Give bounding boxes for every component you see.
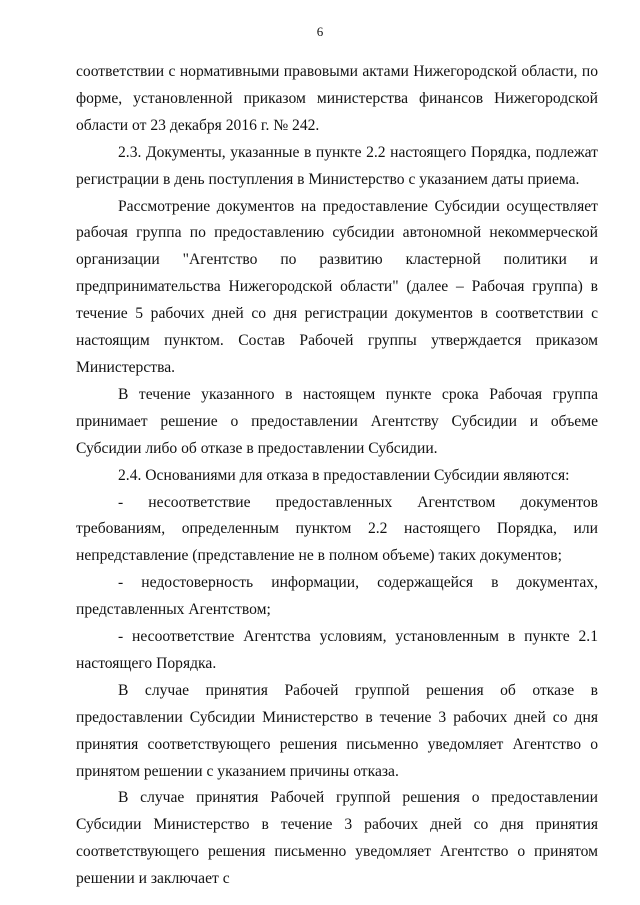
document-body: [76, 59, 598, 893]
list-item-unreliable-information: - недостоверность информации, содержащейся в документах, представленных Агентством;: [76, 574, 598, 619]
list-item-noncompliance-conditions: - несоответствие Агентства условиям, установленным в пункте 2.1 настоящего Порядка.: [76, 628, 598, 672]
paragraph-2-4: 2.4. Основаниями для отказа в предоставлении Субсидии являются:: [118, 466, 570, 484]
paragraph-decision: В течение указанного в настоящем пункте срока Рабочая группа принимает решение о предоставлении Агентству Субсидии и объеме Субсидии либо об отказе в предоставлении Субсидии.: [76, 385, 598, 457]
page-number: 6: [316, 24, 324, 39]
paragraph-working-group: Рассмотрение документов на предоставление Субсидии осуществляет рабочая группа по предоставлению субсидии автономной некоммерческой организации "Агентство по развитию кластерной политики и предпринимательства Нижегородской области" (далее – Рабочая группа) в течение 5 рабочих дней со дня регистрации документов в соответствии с настоящим пунктом. Состав Рабочей группы утверждается приказом Министерства.: [76, 197, 598, 376]
paragraph-refusal-notice: В случае принятия Рабочей группой решения об отказе в предоставлении Субсидии Министерство в течение 3 рабочих дней со дня принятия соответствующего решения письменно уведомляет Агентство о принятом решении с указанием причины отказа.: [76, 681, 598, 780]
paragraph-2-3: 2.3. Документы, указанные в пункте 2.2 настоящего Порядка, подлежат регистрации в день поступления в Министерство с указанием даты приема.: [76, 143, 598, 188]
paragraph-approval-notice: В случае принятия Рабочей группой решения о предоставлении Субсидии Министерство в течение 3 рабочих дней со дня принятия соответствующего решения письменно уведомляет Агентство о принятом решении и заключает с: [76, 789, 598, 888]
paragraph-continuation: соответствии с нормативными правовыми актами Нижегородской области, по форме, установленной приказом министерства финансов Нижегородской области от 23 декабря 2016 г. № 242.: [76, 63, 598, 134]
list-item-noncompliance-documents: - несоответствие предоставленных Агентством документов требованиям, определенным пунктом 2.2 настоящего Порядка, или непредставление (представление не в полном объеме) таких документов;: [76, 493, 598, 565]
